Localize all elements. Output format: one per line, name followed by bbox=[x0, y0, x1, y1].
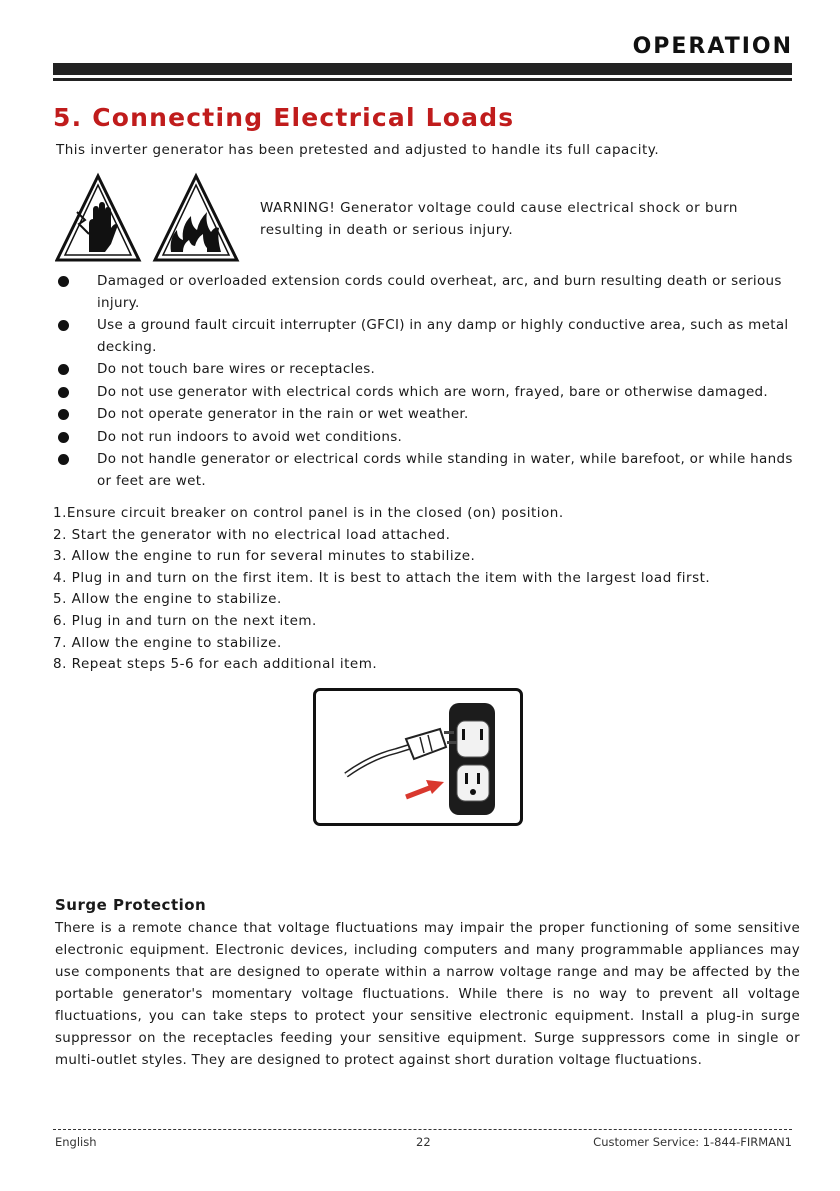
intro-text: This inverter generator has been pretested and adjusted to handle its full capacity. bbox=[56, 142, 660, 158]
step-item: 7. Allow the engine to stabilize. bbox=[53, 634, 282, 651]
section-header: OPERATION bbox=[632, 34, 793, 59]
step-item: 3. Allow the engine to run for several minutes to stabilize. bbox=[53, 548, 476, 565]
customer-service: Customer Service: 1-844-FIRMAN1 bbox=[593, 1135, 792, 1149]
footer-language: English bbox=[55, 1135, 97, 1149]
header-rule-thin bbox=[53, 78, 792, 81]
surge-heading: Surge Protection bbox=[55, 896, 207, 914]
list-item: Do not use generator with electrical cords which are worn, frayed, bare or otherwise damaged. bbox=[58, 382, 803, 404]
step-item: 1.Ensure circuit breaker on control panel is in the closed (on) position. bbox=[53, 505, 564, 521]
step-item: 2. Start the generator with no electrical load attached. bbox=[53, 526, 451, 543]
step-item: 6. Plug in and turn on the next item. bbox=[53, 612, 317, 629]
list-item: Do not handle generator or electrical cords while standing in water, while barefoot, or while hands or feet are wet. bbox=[58, 449, 803, 492]
header-rule-thick bbox=[53, 63, 792, 75]
plug-figure bbox=[313, 688, 523, 826]
list-item: Use a ground fault circuit interrupter (GFCI) in any damp or highly conductive area, such as metal decking. bbox=[58, 315, 803, 358]
list-item: Damaged or overloaded extension cords could overheat, arc, and burn resulting death or serious injury. bbox=[58, 271, 803, 314]
plug-into-outlet-illustration bbox=[316, 691, 520, 823]
list-item: Do not touch bare wires or receptacles. bbox=[58, 359, 803, 381]
step-item: 4. Plug in and turn on the first item. It is best to attach the item with the largest load first. bbox=[53, 569, 711, 586]
footer-rule bbox=[53, 1129, 792, 1130]
list-item: Do not operate generator in the rain or wet weather. bbox=[58, 404, 803, 426]
warning-text: WARNING! Generator voltage could cause electrical shock or burn resulting in death or serious injury. bbox=[260, 200, 738, 238]
list-item: Do not run indoors to avoid wet conditions. bbox=[58, 427, 803, 449]
surge-paragraph: There is a remote chance that voltage fluctuations may impair the proper functioning of some sensitive electronic equipment. Electronic devices, including computers and many programmable appliances may use components that are designed to operate within a narrow voltage range and may be affected by the portable generator's momentary voltage fluctuations. While there is no way to prevent all voltage fluctuations, you can take steps to protect your sensitive electronic equipment. Install a plug-in surge suppressor on the receptacles feeding your sensitive equipment. Surge suppressors come in single or multi-outlet styles. They are designed to protect against short duration voltage fluctuations. bbox=[55, 921, 800, 1068]
step-item: 8. Repeat steps 5-6 for each additional item. bbox=[53, 656, 378, 673]
page-number: 22 bbox=[416, 1135, 431, 1149]
procedure-steps bbox=[53, 503, 813, 676]
safety-bullet-list bbox=[58, 271, 803, 493]
warning-signs bbox=[55, 172, 240, 268]
fire-hazard-icon bbox=[155, 176, 237, 260]
step-item: 5. Allow the engine to stabilize. bbox=[53, 591, 282, 608]
page-title: 5. Connecting Electrical Loads bbox=[53, 103, 515, 132]
electric-shock-hazard-icon bbox=[57, 176, 139, 260]
